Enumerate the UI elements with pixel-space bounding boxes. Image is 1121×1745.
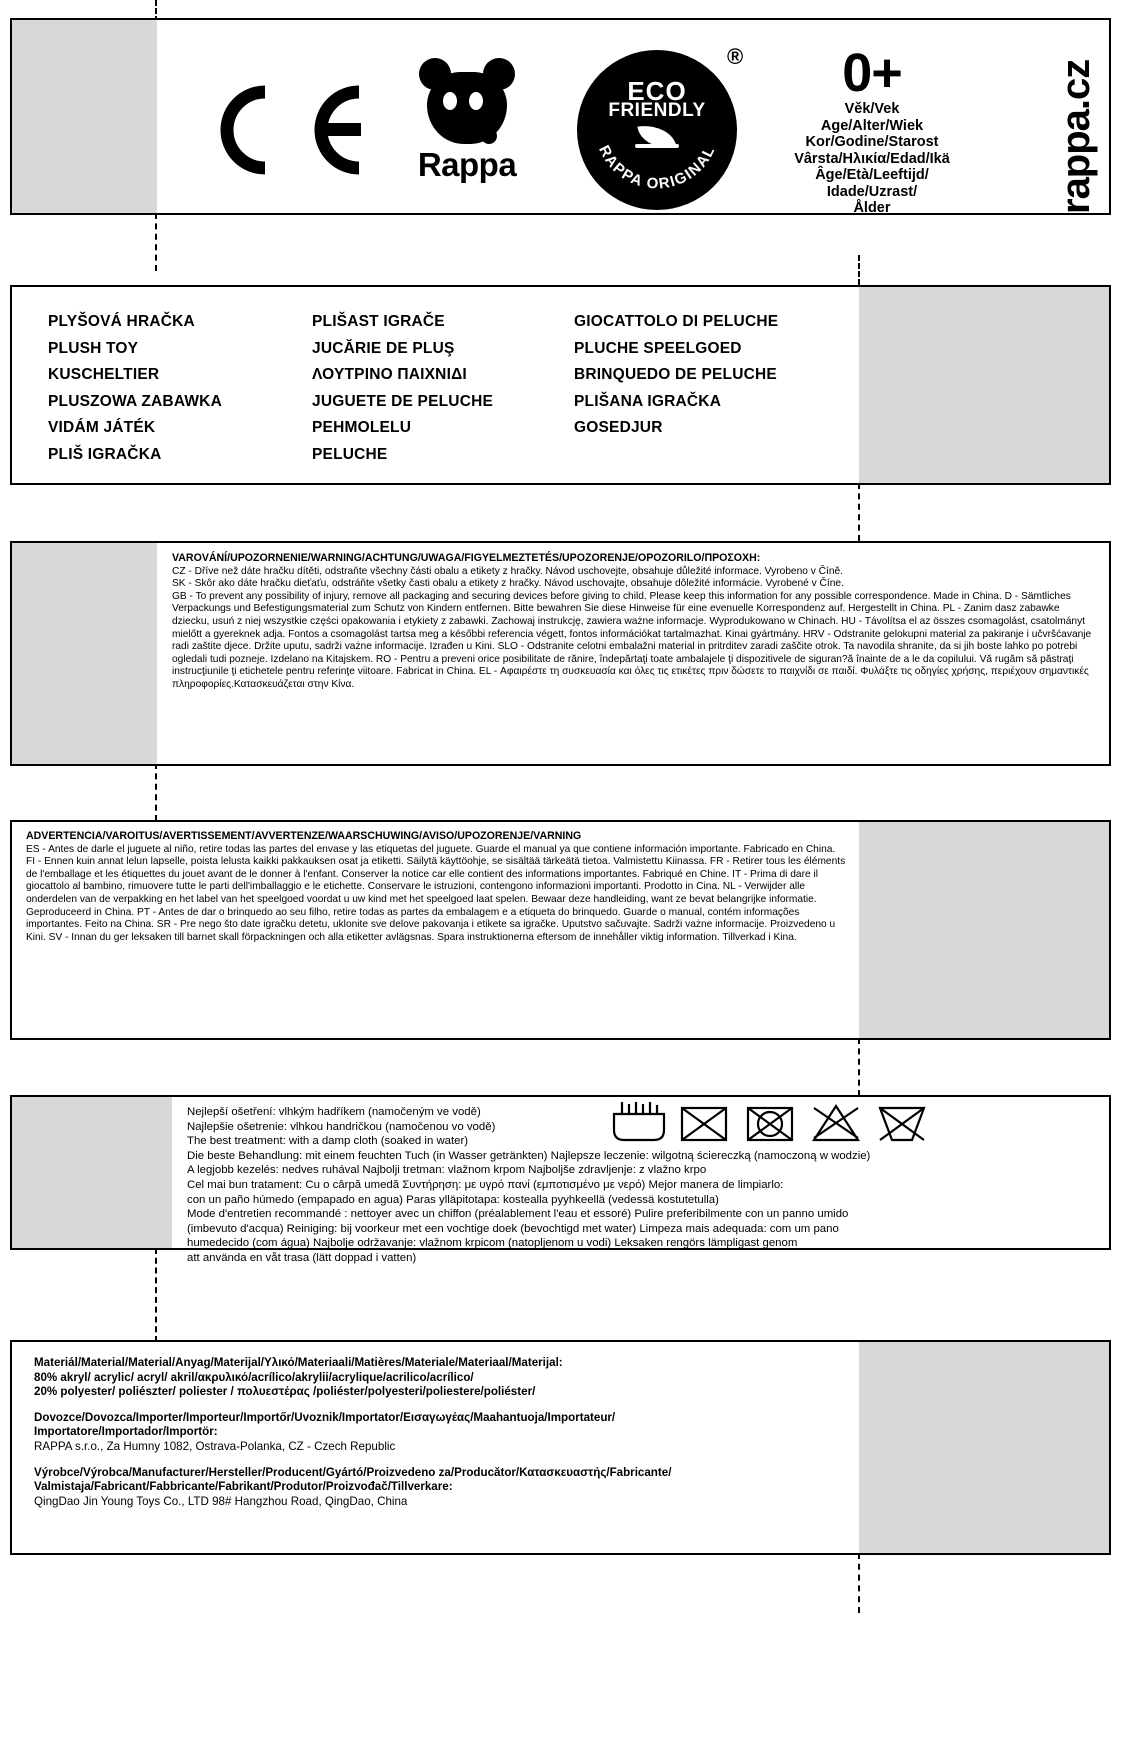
care-line: humedecido (com água) Najbolje održavanje: vlažnom krpicom (natopljenom u vodi) Leksaken rengörs lämpligast genom [187, 1237, 798, 1250]
product-names-panel [10, 285, 1111, 485]
importer-heading: Dovozce/Dovozca/Importer/Importeur/Importőr/Uvoznik/Importator/Εισαγωγέας/Maahantuoja/Importateur/ [34, 1410, 616, 1424]
product-name: JUGUETE DE PELUCHE [312, 392, 494, 410]
no-tumble-dry-icon [748, 1108, 792, 1140]
product-name: VIDÁM JÁTÉK [48, 419, 156, 436]
care-line: The best treatment: with a damp cloth (soaked in water) [187, 1135, 469, 1148]
warning-paragraph-cz: CZ - Dříve než dáte hračku dítěti, odstraňte všechny části obalu a etikety z hračky. Návod uschovejte, obsahuje důležité informace. Vyrobeno v Číně. [172, 565, 844, 577]
product-name: PLIŠANA IGRAČKA [574, 392, 722, 410]
product-name: PLUSZOWA ZABAWKA [48, 392, 222, 410]
cut-guide [858, 1553, 860, 1613]
advertencia-text: ES - Antes de darle el juguete al niño, retire todas las partes del envase y las etiquetas del juguete. Guarde el manual ya que contiene información importante. Fabricado en China. FI - Ennen kuin annat lelun lapselle, poista lelusta kaikki pakkauksen osat ja etiketti. Säilytä käyttöohje, se sisältää tärkeätä tietoa. Valmistettu Kiinassa. FR - Retirer tous les éléments de l'emballage et les étiquettes du jouet avant de le donner à l'enfant. Conserver la notice car elle contient des informations importantes. Fabriqué en Chine. IT - Prima di dare il giocattolo al bambino, rimuovere tutte le parti dell'imballaggio e le etichette. Conservare le istruzioni, contengono informazioni importanti. Prodotto in Cina. NL - Verwijder alle onderdelen van de verpakking en het label van het speelgoed voordat u uw kind met het speelgoed laat spelen. Bewaar deze handleiding, want ze bevat belangrijke informatie. Geproduceerd in China. PT - Antes de dar o brinquedo ao seu filho, retire todas as partes da embalagem e a etiqueta do brinquedo. Guarde o manual, contém informações importantes. Feito na China. SR - Pre nego što date igračku detetu, uklonite sve delove pakovanja i etikete sa igračke. Uputstvo sačuvajte. Sadrži vażne informacije. Proizvedeno u Kini. SV - Innan du ger leksaken till barnet skall förpackningen och alla etiketter avlägsnas. Spara instruktionerna eftersom de innehåller viktig information. Tillverkad i Kina. [26, 843, 846, 943]
advertencia-grey-block [859, 822, 1109, 1038]
warning-paragraph-sk: SK - Skôr ako dáte hračku dieťaťu, odstráňte všetky časti obalu a etikety z hračky. Návod uschovajte, obsahuje dôležité informácie. Vyrobené v Číne. [172, 578, 844, 590]
manufacturer-value: QingDao Jin Young Toys Co., LTD 98# Hangzhou Road, QingDao, China [34, 1494, 408, 1508]
eco-label-line2: FRIENDLY [608, 100, 706, 121]
age-label: Idade/Uzrast/ [826, 183, 918, 200]
hand-wash-icon [614, 1102, 664, 1140]
product-name-column-2 [312, 309, 493, 468]
care-instructions-panel [10, 1095, 1111, 1264]
advertencia-heading: ADVERTENCIA/VAROITUS/AVERTISSEMENT/AVVERTENZE/WAARSCHUWING/AVISO/UPOZORENJE/VARNING [26, 830, 582, 842]
age-label: Âge/Età/Leeftijd/ [815, 167, 929, 183]
care-line: Mode d'entretien recommandé : nettoyer avec un chiffon (préalablement l'eau et essoré) Pulire preferibilmente con un panno umido [187, 1208, 849, 1221]
age-label: Ålder [853, 200, 891, 216]
eco-friendly-badge [577, 50, 737, 210]
age-label: Vârsta/Ηλικία/Edad/Ikä [794, 150, 950, 167]
bear-head-icon [419, 58, 515, 144]
cut-guide [155, 213, 157, 271]
care-grey-block [12, 1097, 172, 1248]
eco-arc-text [577, 50, 737, 210]
cut-guide [858, 1038, 860, 1096]
product-name: KUSCHELTIER [48, 366, 160, 383]
product-name: ΛΟΥΤΡΙΝΟ ΠΑΙΧΝΙΔΙ [312, 366, 467, 383]
product-name: PLUCHE SPEELGOED [574, 339, 742, 357]
care-line: Najlepšie ošetrenie: vlhkou handričkou (namočenou vo vodě) [187, 1120, 496, 1133]
care-line: att använda en våt trasa (lätt doppad i vatten) [187, 1251, 417, 1264]
advertencia-panel [10, 820, 1111, 1040]
no-dry-clean-icon [880, 1108, 924, 1140]
website-url: rappa.cz [1054, 59, 1098, 214]
product-name-column-1 [48, 309, 222, 468]
manufacturer-heading: Výrobce/Výrobca/Manufacturer/Hersteller/Producent/Gyártó/Proizvedeno za/Producător/Κατασκευαστής/Fabricante/ [34, 1465, 672, 1479]
svg-text:RAPPA ORIGINAL: RAPPA ORIGINAL [595, 142, 719, 193]
age-block [767, 43, 977, 217]
ce-mark-icon [207, 80, 367, 202]
names-grey-block [859, 287, 1109, 483]
product-name: PLIŠAST IGRAČE [312, 313, 445, 330]
registered-trademark-icon: ® [727, 44, 744, 69]
banner-grey-block [12, 20, 157, 213]
no-bleach-icon [682, 1108, 726, 1140]
brand-name: Rappa [417, 146, 517, 183]
product-name: PEHMOLELU [312, 419, 412, 436]
manufacturer-panel [10, 1340, 1111, 1555]
age-label: Age/Alter/Wiek [820, 117, 924, 134]
care-line: A legjobb kezelés: nedves ruhával Najbolji tretman: vlažnom krpom Najboljše zdravljenje: z vlažno krpo [187, 1164, 707, 1177]
bottom-grey-block [859, 1342, 1109, 1553]
no-iron-icon [814, 1106, 858, 1140]
age-label: Věk/Vek [844, 101, 900, 117]
warning-paragraph-multi: GB - To prevent any possibility of injury, remove all packaging and securing devices before giving to child. Please keep this information for any possible correspondence. Made in China. D - Sämtliches Verpackungs und Befestigungsmaterial zum Schutz von Kindern entfernen. Bitte bewahren Sie diese Hinweise für eine evenuelle Korrespondenz auf. Hergestellt in China. PL - Zanim dasz zabawke dziecku, usuń z niej wszystkie części opakowania i etykiety z zabawki. Zachowaj instrukcję, zawiera ważne informacje. Wyprodukowano w Chinach. HU - Távolítsa el az összes csomagolást, csatolmányt mielőtt a gyereknek adja. Fontos a csomagolást tartsa meg a későbbi referencia végett, fontos információkat tartalmazhat. Kinai gyártmány. HRV - Odstranite gelokupni material za pakiranje i učvršćavanje radi zaštite djece. Držite uputu, sadrži vażne informacije. Izrađen u Kini. SLO - Odstranite celotni embalažni material in pritrditev zaradi zaščite otrok. Ta navodila shranite, da si jih boste lahko po potrebi ogledali tudi pozneje. Izdelano na Kitajskem. RO - Pentru a preveni orice posibilitate de rănire, îndepărtaţi toate ambalajele ţi dispozitivele de siguran?ă înainte de a le da copilului. Vă rugăm să păstraţi instrucţiunile ţi etichetele pentru referinţe viitoare. Fabricat in China. EL - Αφαιρέστε τη συσκευασία και όλες τις ετικέτες πριν δώσετε το παιχνίδι σε παιδί. Φυλάξτε τις οδηγίες χρήσης, περιέχουν σημαντικές πληροφορίες.Κατασκευάζεται στην Κίνα. [172, 590, 1092, 690]
warning-heading: VAROVÁNÍ/UPOZORNENIE/WARNING/ACHTUNG/UWAGA/FIGYELMEZTETÉS/UPOZORENJE/OPOZORILO/ΠΡΟΣΟΧΗ: [172, 552, 761, 564]
care-line: (imbevuto d'acqua) Reiniging: bij voorkeur met een vochtige doek (bevochtigd met water) Limpeza mais adequada: com um pano [187, 1222, 839, 1235]
product-name: PLUSH TOY [48, 339, 139, 357]
care-symbols [612, 1100, 942, 1142]
care-line: con un paño húmedo (empapado en agua) Paras ylläpitotapa: kostealla pyyhkeellä (vedessä kostutetulla) [187, 1193, 719, 1206]
care-line: Nejlepší ošetření: vlhkým hadříkem (namočeným ve vodě) [187, 1106, 481, 1118]
eco-label-line1: ECO [627, 76, 687, 106]
cut-guide [858, 483, 860, 541]
importer-value: RAPPA s.r.o., Za Humny 1082, Ostrava-Polanka, CZ - Czech Republic [34, 1439, 396, 1453]
cut-guide [155, 763, 157, 821]
age-label: Kor/Godine/Starost [805, 134, 939, 150]
material-heading: Materiál/Material/Material/Anyag/Materijal/Υλικό/Materiaali/Matières/Materiale/Materiaal/Materijal: [34, 1356, 563, 1369]
rappa-logo [397, 58, 537, 184]
material-line: 80% akryl/ acrylic/ acryl/ akril/ακρυλικό/acrílico/akrylii/acrylique/acrilico/acrílico/ [34, 1370, 474, 1384]
warning-panel [10, 541, 1111, 766]
cut-guide [858, 255, 860, 285]
warning-grey-block [12, 543, 157, 764]
product-name: PLIŠ IGRAČKA [48, 445, 162, 463]
care-line: Die beste Behandlung: mit einem feuchten Tuch (in Wasser getränkten) Najlepsze leczenie: wilgotną ściereczką (namoczoną w wodzie) [187, 1149, 871, 1162]
manufacturer-heading-2: Valmistaja/Fabricant/Fabbricante/Fabrikant/Produtor/Proizvođač/Tillverkare: [34, 1480, 453, 1494]
product-name: GOSEDJUR [574, 419, 663, 436]
product-name: PELUCHE [312, 445, 388, 463]
header-banner [10, 18, 1111, 215]
product-name: GIOCATTOLO DI PELUCHE [574, 313, 779, 330]
importer-heading-2: Importatore/Importador/Importör: [34, 1425, 218, 1439]
product-name: BRINQUEDO DE PELUCHE [574, 366, 777, 383]
product-name-column-3 [574, 309, 778, 442]
product-name: JUCĂRIE DE PLUŞ [312, 339, 455, 357]
age-value: 0+ [842, 43, 902, 103]
cut-guide [155, 1248, 157, 1342]
product-name: PLYŠOVÁ HRAČKA [48, 313, 195, 330]
material-line: 20% polyester/ poliészter/ poliester / πολυεστέρας /poliéster/polyesteri/poliestere/poliéster/ [34, 1385, 536, 1399]
care-line: Cel mai bun tratament: Cu o cârpă umedă Συντήρηση: με υγρό πανί (εμποτισμένο με νερό) Mejor manera de limpiarlo: [187, 1178, 784, 1191]
